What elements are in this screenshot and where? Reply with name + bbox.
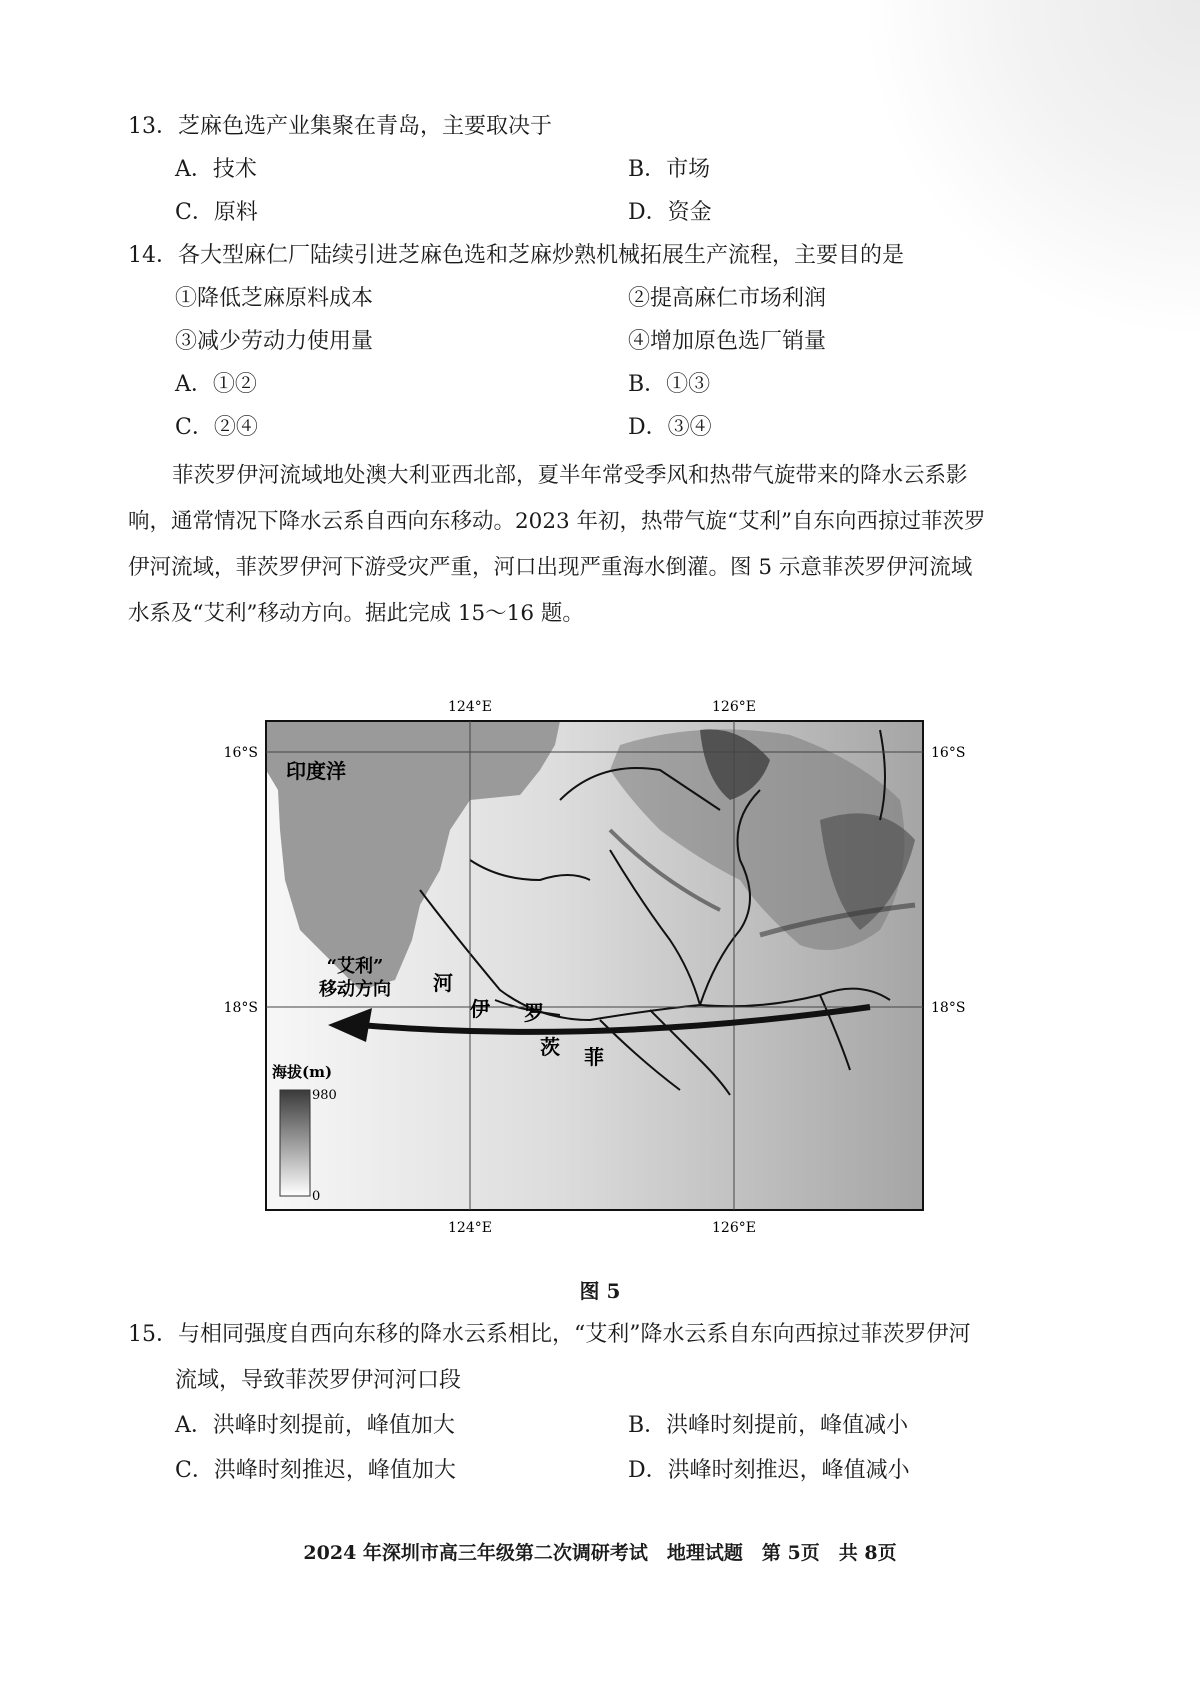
figure-caption: 图 5 [579,1279,621,1303]
q14-item-2: ②提高麻仁市场利润 [628,286,827,311]
q15-option-b: B．洪峰时刻提前，峰值减小 [628,1413,909,1438]
page-footer: 2024 年深圳市高三年级第二次调研考试 地理试题 第 5页 共 8页 [303,1542,897,1564]
q14-option-a: A．①② [175,372,257,397]
q15-stem-line-2: 流域，导致菲茨罗伊河河口段 [175,1368,462,1393]
river-char-5: 菲 [584,1045,604,1069]
arrow-label-name: “艾利” [326,956,384,977]
top-lon-label-126: 126°E [712,699,756,715]
q14-option-c: C．②④ [175,415,258,440]
legend-max: 980 [312,1088,337,1103]
q13-option-b: B．市场 [628,157,711,182]
q13-option-a: A．技术 [175,157,257,182]
q14-option-d: D．③④ [628,415,712,440]
legend-min: 0 [312,1189,321,1204]
q14-item-4: ④增加原色选厂销量 [628,329,827,354]
q14-item-3: ③减少劳动力使用量 [175,329,374,354]
river-char-4: 茨 [540,1035,560,1059]
arrow-label-direction: 移动方向 [319,979,391,1000]
passage-line-2: 响，通常情况下降水云系自西向东移动。2023 年初，热带气旋“艾利”自东向西掠过菲茨罗 [128,509,986,534]
legend-color-bar [280,1090,310,1196]
q14-stem: 14．各大型麻仁厂陆续引进芝麻色选和芝麻炒熟机械拓展生产流程，主要目的是 [128,243,904,268]
fitzroy-basin-map [0,690,1200,1250]
ocean-label: 印度洋 [286,759,346,783]
q15-option-c: C．洪峰时刻推迟，峰值加大 [175,1458,456,1483]
river-char-3: 罗 [524,1001,544,1025]
q15-option-a: A．洪峰时刻提前，峰值加大 [175,1413,455,1438]
bottom-lon-label-124: 124°E [448,1220,492,1236]
q14-item-1: ①降低芝麻原料成本 [175,286,374,311]
right-lat-label-18: 18°S [931,1000,966,1016]
top-lon-label-124: 124°E [448,699,492,715]
q13-option-d: D．资金 [628,200,712,225]
scan-corner-shade [870,0,1200,330]
legend-title: 海拔(m) [272,1063,333,1081]
river-char-1: 河 [433,971,453,995]
right-lat-label-16: 16°S [931,745,966,761]
q15-option-d: D．洪峰时刻推迟，峰值减小 [628,1458,910,1483]
bottom-lon-label-126: 126°E [712,1220,756,1236]
passage-line-3: 伊河流域，菲茨罗伊河下游受灾严重，河口出现严重海水倒灌。图 5 示意菲茨罗伊河流域 [128,555,973,580]
passage-line-4: 水系及“艾利”移动方向。据此完成 15～16 题。 [128,601,584,626]
river-char-2: 伊 [470,997,490,1021]
passage [128,453,1078,637]
left-lat-label-18: 18°S [223,1000,258,1016]
q15-stem-line-1: 15．与相同强度自西向东移的降水云系相比，“艾利”降水云系自东向西掠过菲茨罗伊河 [128,1322,971,1347]
passage-line-1: 菲茨罗伊河流域地处澳大利亚西北部，夏半年常受季风和热带气旋带来的降水云系影 [172,463,968,488]
left-lat-label-16: 16°S [223,745,258,761]
q13-stem: 13．芝麻色选产业集聚在青岛，主要取决于 [128,114,552,139]
q13-option-c: C．原料 [175,200,258,225]
q14-option-b: B．①③ [628,372,711,397]
